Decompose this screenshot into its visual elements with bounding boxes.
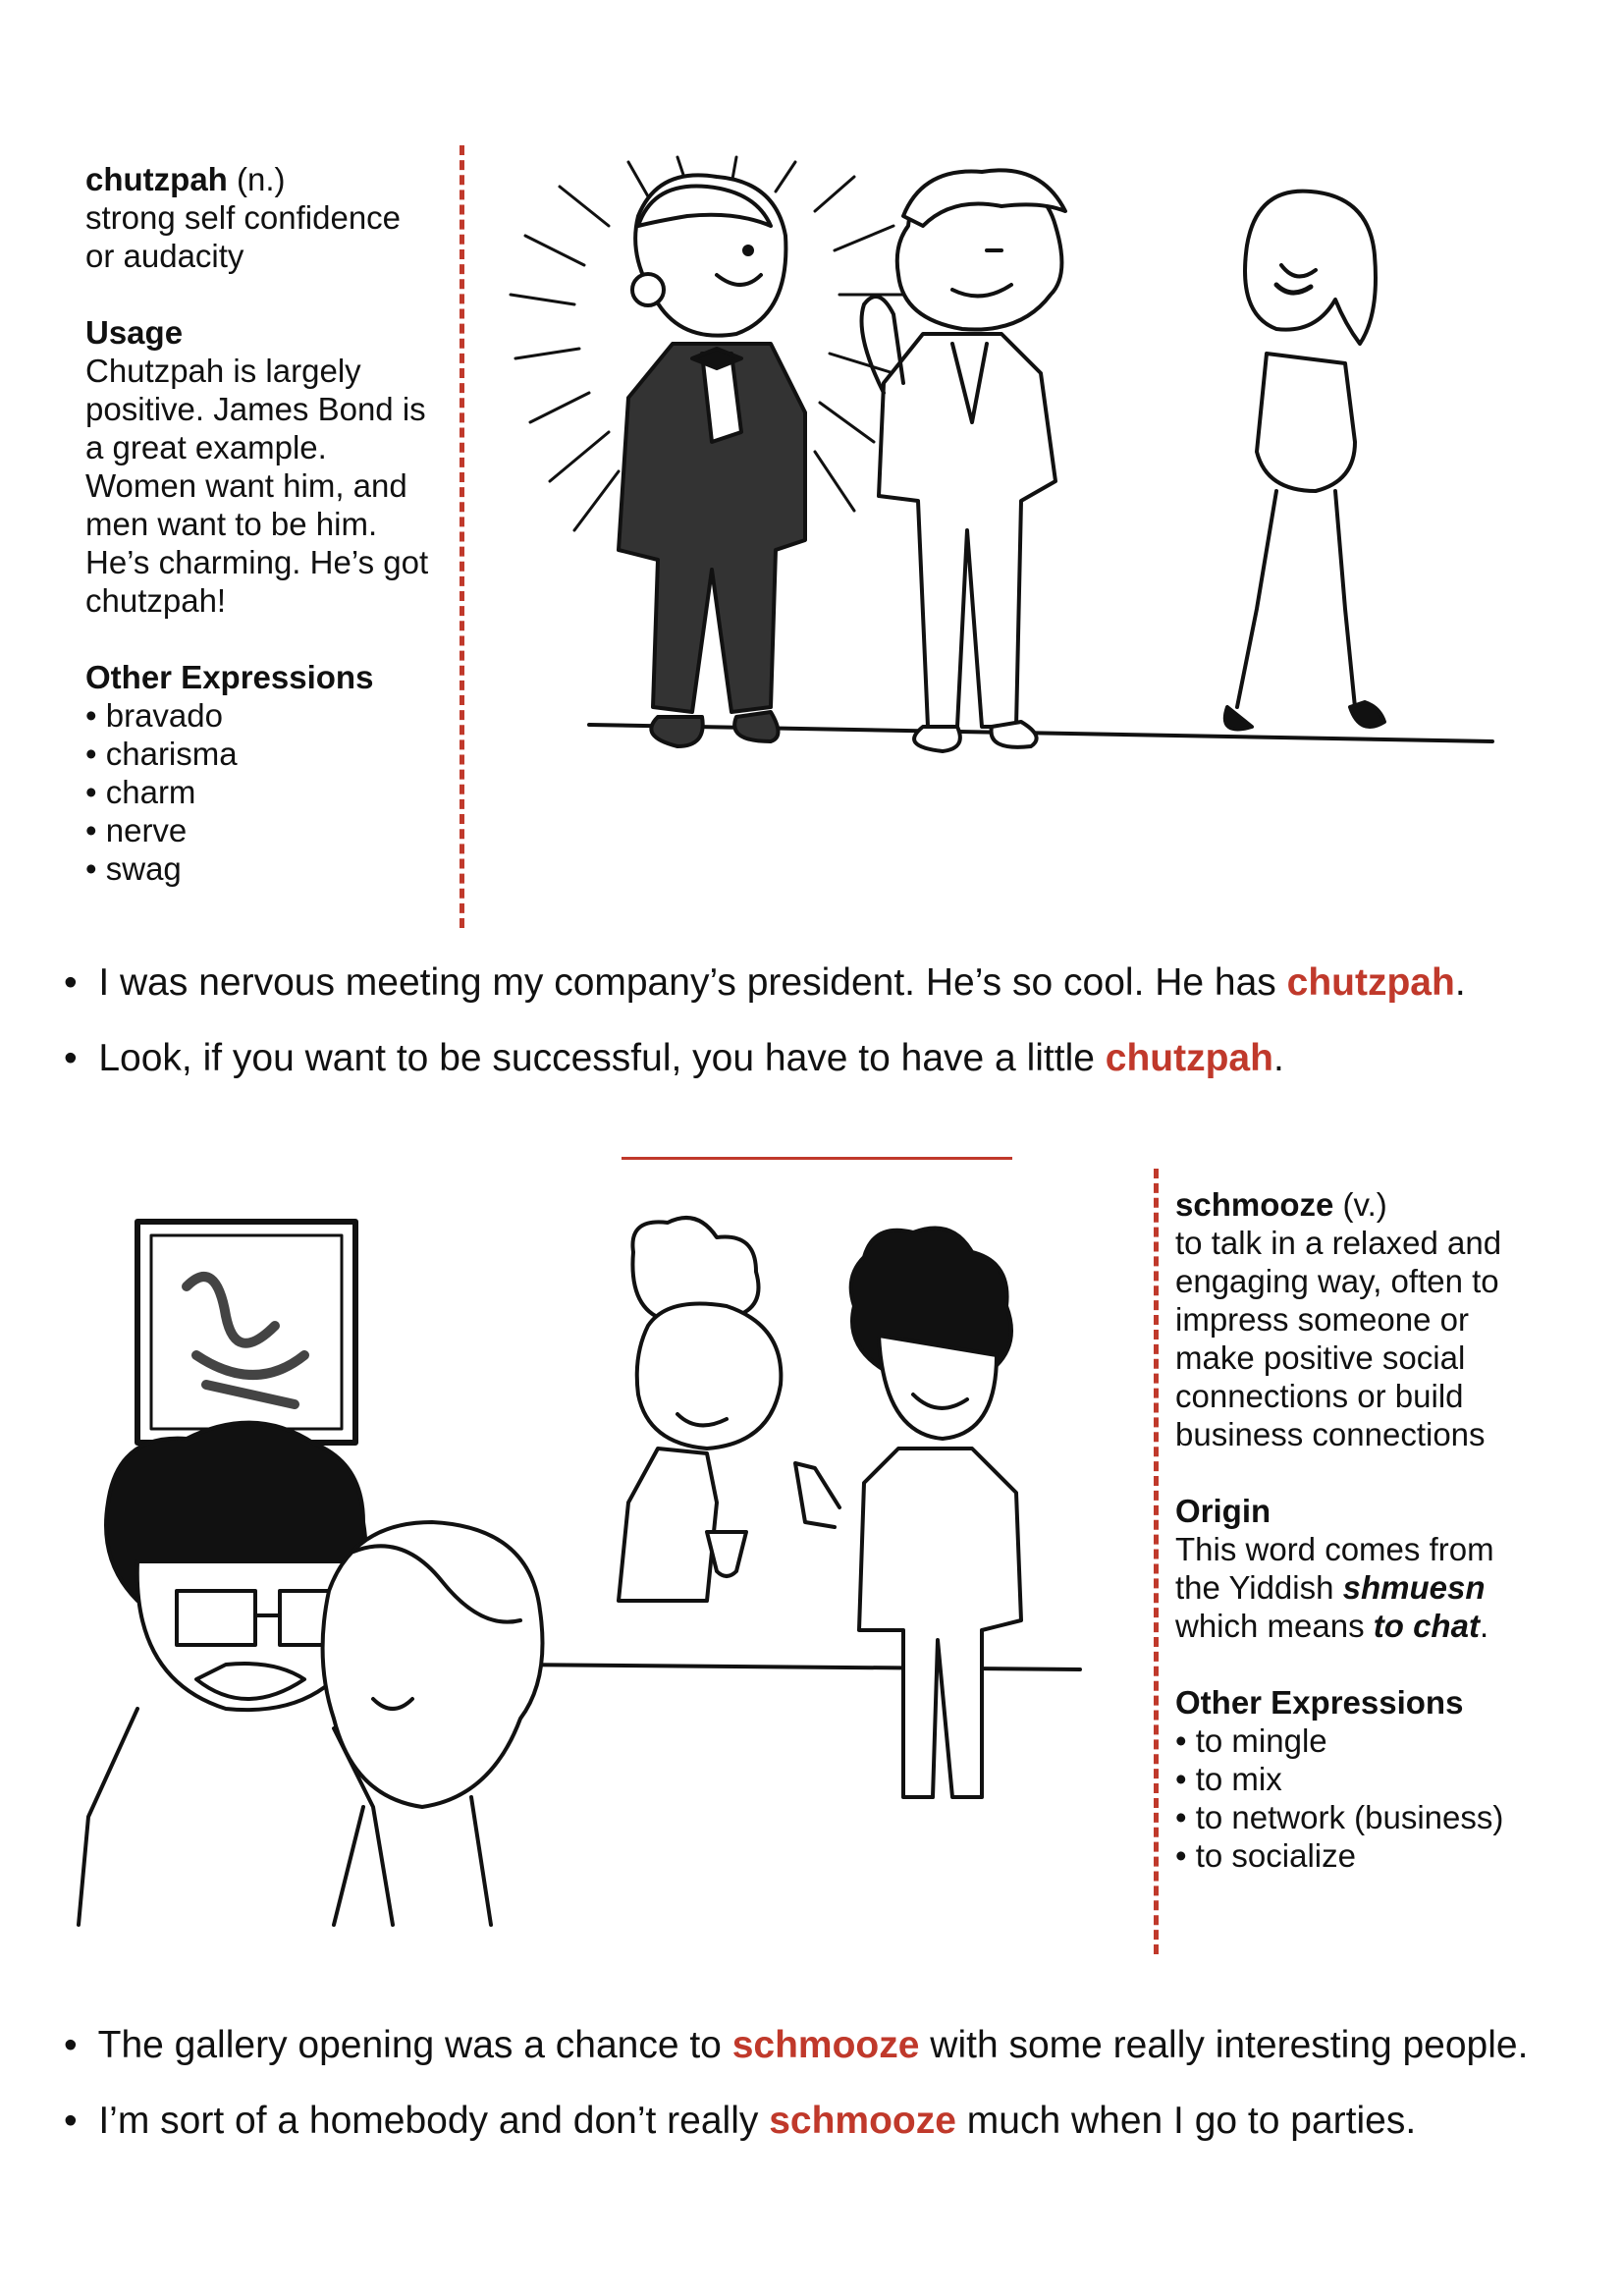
origin-meaning: to chat <box>1373 1608 1480 1644</box>
list-item: • to mingle <box>1175 1722 1607 1760</box>
definition-line: or audacity <box>85 238 244 274</box>
highlighted-word: chutzpah <box>1286 961 1455 1004</box>
example-sentence: • I’m sort of a homebody and don’t really schmooze much when I go to parties. <box>64 2099 1416 2144</box>
definition-line: business connections <box>1175 1416 1486 1452</box>
usage-line: Chutzpah is largely <box>85 353 361 389</box>
example-sentence: • Look, if you want to be successful, you have to have a little chutzpah. <box>64 1036 1284 1081</box>
usage-line: Women want him, and <box>85 467 407 504</box>
definition-line: engaging way, often to <box>1175 1263 1499 1299</box>
list-item: • to network (business) <box>1175 1798 1607 1836</box>
definition-line: make positive social <box>1175 1339 1466 1376</box>
usage-line: chutzpah! <box>85 582 227 619</box>
part-of-speech: (n.) <box>237 161 286 197</box>
usage-line: men want to be him. <box>85 506 378 542</box>
definition-line: to talk in a relaxed and <box>1175 1225 1502 1261</box>
list-item: • nerve <box>85 811 459 849</box>
list-item: • to mix <box>1175 1760 1607 1798</box>
highlighted-word: chutzpah <box>1105 1037 1273 1079</box>
illustration-schmooze <box>79 1208 1109 1944</box>
list-item: • to socialize <box>1175 1836 1607 1875</box>
list-item: • charm <box>85 773 459 811</box>
headword-chutzpah: chutzpah <box>85 161 228 197</box>
list-item: • charisma <box>85 735 459 773</box>
highlighted-word: schmooze <box>731 2024 920 2066</box>
dashed-divider <box>1154 1169 1159 1954</box>
headword-schmooze: schmooze <box>1175 1186 1334 1223</box>
usage-line: a great example. <box>85 429 327 465</box>
origin-line: This word comes from <box>1175 1531 1494 1567</box>
list-item: • swag <box>85 849 459 888</box>
part-of-speech: (v.) <box>1342 1186 1387 1223</box>
highlighted-word: schmooze <box>769 2100 956 2142</box>
origin-line: the Yiddish shmuesn <box>1175 1569 1486 1606</box>
section-divider <box>622 1157 1012 1160</box>
definition-line: strong self confidence <box>85 199 402 236</box>
usage-line: positive. James Bond is <box>85 391 426 427</box>
origin-line: which means to chat. <box>1175 1608 1489 1644</box>
definition-line: connections or build <box>1175 1378 1464 1414</box>
chutzpah-definition-panel <box>85 160 459 888</box>
illustration-chutzpah <box>491 157 1522 884</box>
definition-line: impress someone or <box>1175 1301 1469 1338</box>
example-sentence: • The gallery opening was a chance to schmooze with some really interesting people. <box>64 2023 1528 2068</box>
yiddish-term: shmuesn <box>1342 1569 1486 1606</box>
list-item: • bravado <box>85 696 459 735</box>
other-expressions-heading: Other Expressions <box>85 659 374 695</box>
dashed-divider <box>460 145 464 928</box>
usage-heading: Usage <box>85 314 184 351</box>
other-expressions-heading: Other Expressions <box>1175 1684 1464 1721</box>
origin-heading: Origin <box>1175 1493 1271 1529</box>
other-expressions-list <box>85 696 459 888</box>
other-expressions-list <box>1175 1722 1607 1875</box>
usage-line: He’s charming. He’s got <box>85 544 429 580</box>
schmooze-definition-panel <box>1175 1185 1607 1875</box>
example-sentence: • I was nervous meeting my company’s president. He’s so cool. He has chutzpah. <box>64 960 1466 1006</box>
